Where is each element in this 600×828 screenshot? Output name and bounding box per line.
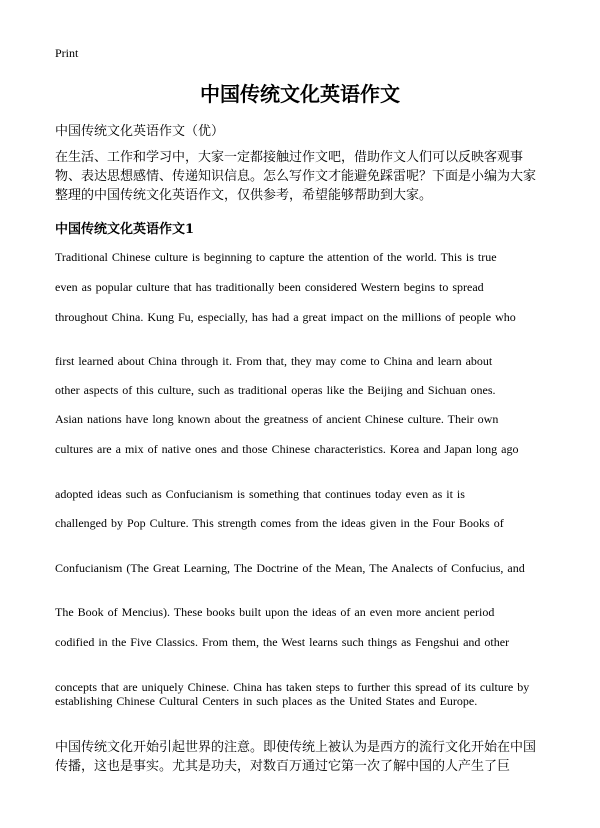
english-line-7: cultures are a mix of native ones and those Chinese characteristics. Korea and Japan long ago: [55, 442, 519, 456]
english-line-9: challenged by Pop Culture. This strength comes from the ideas given in the Four Books of: [55, 516, 504, 530]
english-line-10: Confucianism (The Great Learning, The Doctrine of the Mean, The Analects of Confucius, and: [55, 561, 525, 575]
document-subtitle: 中国传统文化英语作文（优）: [55, 124, 225, 139]
english-line-6: Asian nations have long known about the greatness of ancient Chinese culture. Their own: [55, 412, 499, 426]
english-line-2: even as popular culture that has traditionally been considered Western begins to spread: [55, 280, 484, 294]
english-line-8: adopted ideas such as Confucianism is something that continues today even as it is: [55, 487, 465, 501]
intro-paragraph: 在生活、工作和学习中，大家一定都接触过作文吧，借助作文人们可以反映客观事物、表达思想感情、传递知识信息。怎么写作文才能避免踩雷呢？下面是小编为大家整理的中国传统文化英语作文，仅供参考，希望能够帮助到大家。: [55, 150, 537, 203]
page-title: 中国传统文化英语作文: [200, 82, 400, 106]
section-heading: 中国传统文化英语作文1: [55, 222, 195, 237]
english-line-13: concepts that are uniquely Chinese. China has taken steps to further this spread of its culture by establishing Chinese Cultural Centers in such places as the United States and Europe.: [55, 680, 530, 708]
english-line-12: codified in the Five Classics. From them, the West learns such things as Fengshui and other: [55, 635, 510, 649]
english-line-5: other aspects of this culture, such as traditional operas like the Beijing and Sichuan ones.: [55, 383, 496, 397]
english-line-3: throughout China. Kung Fu, especially, has had a great impact on the millions of people who: [55, 310, 516, 324]
english-line-1: Traditional Chinese culture is beginning to capture the attention of the world. This is true: [55, 250, 497, 264]
chinese-paragraph: 中国传统文化开始引起世界的注意。即使传统上被认为是西方的流行文化开始在中国传播，这也是事实。尤其是功夫，对数百万通过它第一次了解中国的人产生了巨: [55, 740, 537, 774]
print-label: Print: [55, 46, 79, 60]
english-line-4: first learned about China through it. From that, they may come to China and learn about: [55, 354, 493, 368]
english-line-11: The Book of Mencius). These books built upon the ideas of an even more ancient period: [55, 605, 495, 619]
